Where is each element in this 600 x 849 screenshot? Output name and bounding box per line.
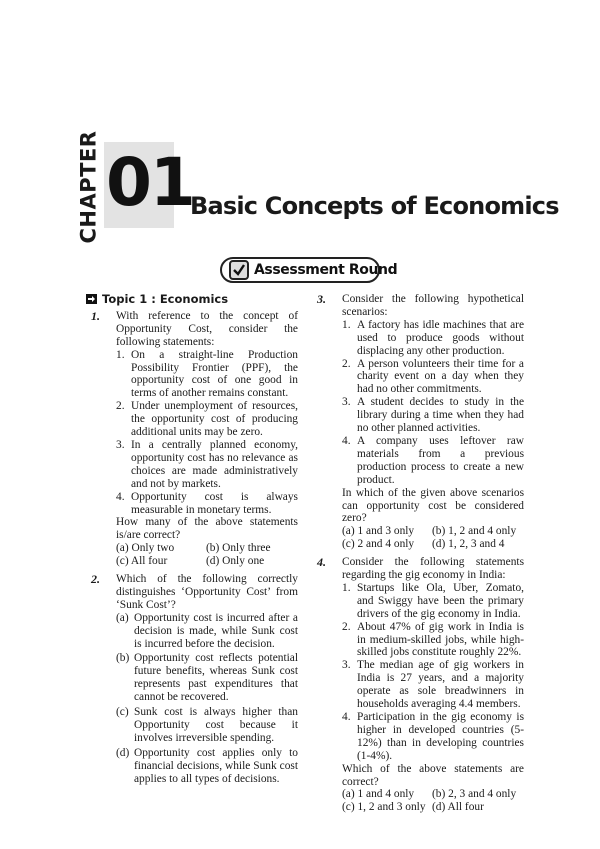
left-column (86, 293, 298, 791)
chapter-label: CHAPTER (76, 130, 101, 244)
statement (342, 582, 524, 621)
statement (342, 358, 524, 397)
statement-number: 1. (116, 348, 125, 361)
question-prompt: How many of the above statements is/are correct? (116, 516, 298, 542)
question-4 (312, 556, 524, 814)
statement-text: A company uses leftover raw materials from a previous production process to create a new product. (357, 434, 524, 486)
option-text: Sunk cost is always higher than Opportunity cost because it involves irreversible spending. (134, 706, 298, 744)
option-a: (a) 1 and 3 only (342, 525, 415, 538)
statement (342, 711, 524, 763)
statement-number: 1. (342, 581, 351, 594)
option-a: (a) Only two (116, 542, 175, 555)
answer-options (342, 525, 524, 551)
question-3 (312, 293, 524, 551)
statement (116, 400, 298, 439)
option-b (116, 652, 298, 704)
statement-text: A factory has idle machines that are used to produce goods without displacing any other production. (357, 318, 524, 357)
option-letter: (c) (116, 706, 129, 719)
assessment-round-label: Assessment Round (254, 262, 398, 278)
option-text: Opportunity cost reflects potential future benefits, whereas Sunk cost represents past expenditures that cannot be recovered. (134, 652, 298, 704)
option-c (116, 706, 298, 745)
statement-text: Opportunity cost is always measurable in monetary terms. (131, 490, 298, 516)
statement (116, 439, 298, 491)
statement-number: 3. (342, 396, 351, 409)
statement-text: On a straight-line Production Possibility Frontier (PPF), the opportunity cost of one good in terms of another remains constant. (131, 348, 298, 400)
question-prompt: Which of the above statements are correct? (342, 762, 524, 788)
statement-number: 2. (342, 357, 351, 370)
option-b: (b) 1, 2 and 4 only (432, 525, 517, 538)
statement-number: 3. (342, 659, 351, 672)
option-d: (d) All four (432, 801, 484, 814)
question-text: Consider the following statements regarding the gig economy in India: (342, 556, 524, 582)
option-d (116, 747, 298, 786)
topic-heading (86, 293, 298, 306)
option-letter: (d) (116, 746, 130, 759)
statement-number: 4. (116, 490, 125, 503)
statement-text: About 47% of gig work in India is in medium-skilled jobs, while high-skilled jobs constitute roughly 22%. (357, 620, 524, 659)
statement (116, 491, 298, 517)
question-number: 1. (91, 308, 100, 323)
answer-options (116, 542, 298, 568)
statement (342, 435, 524, 487)
question-number: 3. (317, 292, 326, 306)
option-d: (d) 1, 2, 3 and 4 (432, 538, 505, 551)
statement-text: The median age of gig workers in India is 27 years, and a majority operate as sole breadwinners in households averaging 4.4 members. (357, 659, 524, 711)
statement-number: 3. (116, 438, 125, 451)
question-prompt: In which of the given above scenarios can opportunity cost be considered zero? (342, 486, 524, 525)
option-c: (c) 1, 2 and 3 only (342, 801, 426, 814)
question-text: Consider the following hypothetical scenarios: (342, 293, 524, 318)
chapter-label-box (74, 130, 102, 244)
statement-number: 2. (342, 620, 351, 633)
statement-text: A person volunteers their time for a charity event on a day when they had no other commitments. (357, 357, 524, 396)
option-d: (d) Only one (206, 555, 265, 568)
statement (342, 396, 524, 435)
statement-text: Participation in the gig economy is higher in developed countries (5-12%) than in developing countries (1-4%). (357, 711, 524, 762)
checkbox-icon (229, 260, 249, 280)
statement (342, 659, 524, 711)
statement-number: 2. (116, 400, 125, 413)
topic-label: Topic 1 : Economics (102, 292, 229, 306)
option-text: Opportunity cost is incurred after a decision is made, while Sunk cost is incurred before the decision. (134, 611, 298, 650)
statement-text: In a centrally planned economy, opportunity cost has no relevance as choices are made administratively and not by markets. (131, 438, 298, 490)
statement-number: 1. (342, 318, 351, 331)
statement-number: 4. (342, 711, 351, 723)
option-c: (c) 2 and 4 only (342, 538, 415, 551)
option-c: (c) All four (116, 555, 168, 568)
statement (342, 319, 524, 358)
statement-text: Under unemployment of resources, the opportunity cost of producing additional units may be zero. (131, 400, 298, 439)
option-a (116, 612, 298, 651)
right-column (312, 293, 524, 819)
question-number: 4. (317, 555, 326, 570)
question-text: Which of the following correctly distinguishes ‘Opportunity Cost’ from ‘Sunk Cost’? (116, 573, 298, 611)
question-2 (86, 573, 298, 786)
question-text: With reference to the concept of Opportunity Cost, consider the following statements: (116, 309, 298, 348)
option-a: (a) 1 and 4 only (342, 788, 415, 801)
answer-options (342, 788, 524, 814)
chapter-number: 01 (106, 144, 194, 221)
chapter-title: Basic Concepts of Economics (190, 192, 559, 220)
statement-number: 4. (342, 434, 351, 447)
question-number: 2. (91, 572, 100, 587)
assessment-round-banner (220, 257, 398, 283)
option-letter: (a) (116, 611, 129, 624)
question-1 (86, 310, 298, 568)
statement (342, 621, 524, 660)
option-b: (b) Only three (206, 542, 271, 555)
option-b: (b) 2, 3 and 4 only (432, 788, 517, 801)
option-letter: (b) (116, 652, 130, 665)
option-text: Opportunity cost applies only to financial decisions, while Sunk cost applies to all types of decisions. (134, 746, 298, 785)
statement-text: A student decides to study in the library during a time when they had no other planned activities. (357, 396, 524, 435)
statement (116, 349, 298, 401)
arrow-right-box-icon (86, 294, 97, 304)
statement-text: Startups like Ola, Uber, Zomato, and Swiggy have been the primary drivers of the gig economy in India. (357, 581, 524, 620)
